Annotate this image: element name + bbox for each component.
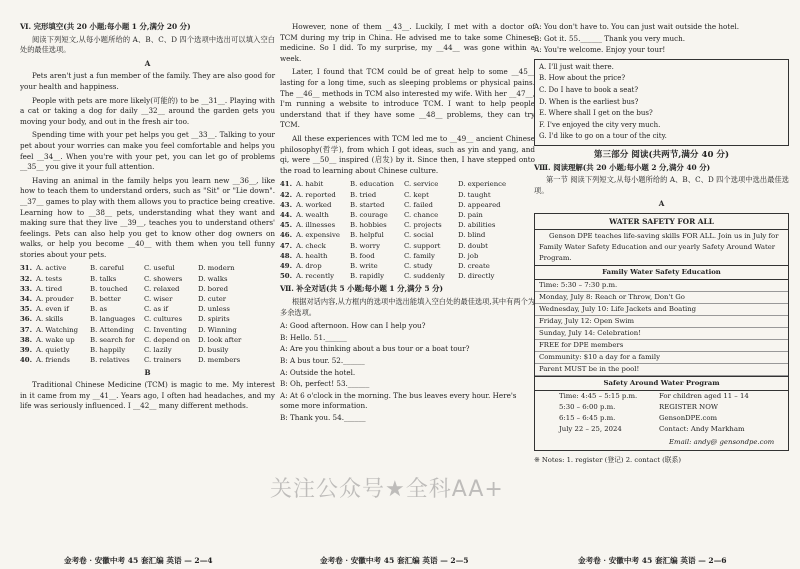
schedule-time: 6:15 – 6:45 p.m. [559, 413, 616, 422]
poster-row: Time: 5:30 – 7:30 p.m. [535, 280, 788, 292]
option: A. friends [36, 356, 70, 365]
poster [534, 213, 789, 451]
question-number: 39. [20, 346, 32, 355]
paragraph: Having an animal in the family helps you learn new __36__, like how to teach them to understand orders, such as "Sit" or "Lie down". __37__ games to play with them allows you to practice being creative. Learning how to __38__ pets, understanding what they want and making sure that they live __39__, teaches you to understand others' feelings. Pets can also help you get to know other dog owners on walks, or help you become __40__ with them when you tell funny stories about your pets. [20, 175, 275, 259]
option: B. rapidly [350, 272, 384, 281]
option: C. chance [404, 210, 439, 219]
option: C. lazily [144, 346, 172, 355]
option: C. wiser [144, 295, 173, 304]
option: B. worry [350, 241, 380, 250]
option: D. taught [458, 190, 491, 199]
question-number: 43. [280, 200, 292, 209]
paragraph: Later, I found that TCM could be of great help to some __45__ lasting for a long time, such as sleeping problems or physical pains. The __46__ methods in TCM also interested my wife. With her __47__, I'm running a website to introduce TCM. I want to help people understand that if they have some __48__ problems, they can try TCM. [280, 67, 535, 130]
line: A: You don't have to. You can just wait outside the hotel. [534, 22, 740, 31]
option: C. failed [404, 200, 433, 209]
option-row [280, 179, 535, 189]
option: A. Watching [36, 325, 79, 334]
question-number: 31. [20, 264, 32, 273]
option: B. food [350, 251, 375, 260]
poster-title: WATER SAFETY FOR ALL [535, 214, 788, 230]
option: C. kept [404, 190, 429, 199]
instruction: 第一节 阅读下列短文,从每小题所给的 A、B、C、D 四个选项中选出最佳选项。 [534, 175, 789, 195]
option: A. tired [36, 284, 63, 293]
line: B: Hello. 51.______ [280, 332, 347, 342]
option-row [20, 263, 275, 273]
option: D. walks [198, 274, 228, 283]
line: B: Oh, perfect! 53.______ [280, 379, 370, 389]
question-number: 35. [20, 305, 32, 314]
option: C. family [404, 251, 435, 260]
passage-label: B [144, 367, 151, 377]
option-row [20, 325, 275, 335]
paragraph: Traditional Chinese Medicine (TCM) is magic to me. My interest in it came from my __41__. Years ago, I often had headaches, and my life was seriously influenced. I __42__ many different methods. [20, 380, 275, 411]
line: A: Are you thinking about a bus tour or a boat tour? [280, 344, 470, 354]
line: F. I've enjoyed the city very much. [539, 120, 661, 129]
option: D. experience [458, 180, 507, 189]
option: A. drop [296, 261, 322, 270]
question-number: 42. [280, 190, 292, 199]
option: B. helpful [350, 231, 384, 240]
option: D. look after [198, 335, 242, 344]
option: B. languages [90, 315, 136, 324]
option: B. Attending [90, 325, 134, 334]
option: B. careful [90, 264, 124, 273]
dialog [534, 22, 789, 56]
option: C. social [404, 231, 434, 240]
option: B. better [90, 295, 121, 304]
option: A. active [36, 264, 67, 273]
option-row [20, 335, 275, 345]
line: B. How about the price? [539, 74, 626, 83]
option: A. recently [296, 272, 334, 281]
question-number: 38. [20, 335, 32, 344]
option-row [20, 294, 275, 304]
paragraph: All these experiences with TCM led me to __49__ ancient Chinese philosophy(哲学), from which I got ideas, such as yin and yang, and qi, were __50__ inspired (启发) by it. Since then, I have stepped onto the road to learning about Chinese culture. [280, 133, 535, 175]
option-row [20, 284, 275, 294]
watermark: 关注公众号★全科AA+ [270, 477, 504, 502]
option: C. Inventing [144, 325, 187, 334]
option: D. bored [198, 284, 229, 293]
option: C. support [404, 241, 441, 250]
question-number: 34. [20, 295, 32, 304]
paragraph: People with pets are more likely(可能的) to be __31__. Playing with a cat or taking a dog for daily __32__ around the garden gets you moving your body, and out in the fresh air too. [20, 95, 275, 126]
schedule-info: GensonDPE.com [659, 413, 718, 422]
option: D. blind [458, 231, 486, 240]
option-row [280, 220, 535, 230]
schedule-time: 5:30 – 6:00 p.m. [559, 402, 616, 411]
option: A. worked [296, 200, 332, 209]
poster-intro: Genson DPE teaches life-saving skills FOR ALL. Join us in July for Family Water Safety Education and our yearly Safety Around Water Program. [539, 231, 779, 262]
schedule-info: REGISTER NOW [659, 402, 718, 411]
poster-row: Friday, July 12: Open Swim [535, 316, 788, 328]
poster-rows [535, 280, 788, 376]
poster-row: Community: $10 a day for a family [535, 352, 788, 364]
column-left [20, 22, 275, 415]
option: D. directly [458, 272, 495, 281]
option-row [280, 200, 535, 210]
option-row [20, 314, 275, 324]
option: D. members [198, 356, 241, 365]
choice-box [534, 59, 789, 146]
option: C. depend on [144, 335, 191, 344]
option: A. tests [36, 274, 63, 283]
poster-row: Parent MUST be in the pool! [535, 364, 788, 376]
option: C. trainers [144, 356, 182, 365]
page-footer: 金考卷 · 安徽中考 45 套汇编 英语 — 2—5 [320, 556, 469, 565]
question-number: 33. [20, 284, 32, 293]
passage-label: A [144, 58, 151, 68]
option-row [280, 241, 535, 251]
column-middle [280, 22, 535, 424]
option-row [280, 210, 535, 220]
schedule-info: Contact: Andy Markham [659, 424, 745, 433]
option: D. spirits [198, 315, 230, 324]
schedule-info: For children aged 11 – 14 [659, 391, 749, 400]
poster-email: Email: andy@ gensondpe.com [669, 437, 775, 446]
option: D. doubt [458, 241, 488, 250]
option: B. talks [90, 274, 117, 283]
option: A. wake up [36, 335, 75, 344]
option: B. touched [90, 284, 128, 293]
part-title: 第三部分 阅读(共两节,满分 40 分) [593, 149, 730, 160]
option: B. as [90, 305, 108, 314]
option-row [20, 355, 275, 365]
question-number: 46. [280, 231, 292, 240]
option: B. courage [350, 210, 388, 219]
option: C. suddenly [404, 272, 445, 281]
question-number: 50. [280, 272, 292, 281]
paragraph: However, none of them __43__. Luckily, I met with a doctor of TCM during my trip in China. He advised me to take some Chinese medicine. So I did. To my surprise, my __44__ was gone within a week. [280, 22, 535, 63]
option: D. unless [198, 305, 230, 314]
option: C. study [404, 261, 433, 270]
poster-subtitle: Safety Around Water Program [535, 376, 788, 391]
line: G. I'd like to go on a tour of the city. [539, 132, 667, 141]
line: B: Thank you. 54.______ [280, 412, 366, 422]
option: B. happily [90, 346, 126, 355]
paragraph: Spending time with your pet helps you get __33__. Talking to your pet about your worries can make you feel comfortable and helps you feel __34__. When you're with your pet, you can let go of problems __35__ you give it your full attention. [20, 130, 275, 172]
option: C. service [404, 180, 439, 189]
paragraph: Pets aren't just a fun member of the family. They are also good for your health and happiness. [20, 71, 275, 91]
poster-row: Monday, July 8: Reach or Throw, Don't Go [535, 292, 788, 304]
option: A. prouder [36, 295, 74, 304]
line: A: At 6 o'clock in the morning. The bus leaves every hour. Here's some more information. [280, 390, 517, 411]
instruction: 阅读下列短文,从每小题所给的 A、B、C、D 四个选项中选出可以填入空白处的最佳选项。 [20, 34, 275, 55]
poster-subtitle: Family Water Safety Education [535, 265, 788, 280]
option: A. habit [296, 180, 324, 189]
notes: ※ Notes: 1. register (登记) 2. contact (联系) [534, 455, 682, 464]
poster-row: Sunday, July 14: Celebration! [535, 328, 788, 340]
option: A. skills [36, 315, 64, 324]
option: A. expensive [296, 231, 340, 240]
question-number: 40. [20, 356, 32, 365]
line: C. Do I have to book a seat? [539, 85, 639, 94]
option: D. Winning [198, 325, 237, 334]
option: D. cuter [198, 295, 227, 304]
option: C. showers [144, 274, 183, 283]
option-row [280, 271, 535, 281]
option-row [20, 304, 275, 314]
option: A. health [296, 251, 328, 260]
instruction: 根据对话内容,从方框内的选项中选出能填入空白处的最佳选项,其中有两个为多余选项。 [280, 296, 535, 317]
option: D. job [458, 251, 479, 260]
line: A: Outside the hotel. [280, 367, 356, 377]
passage-label: A [658, 199, 665, 209]
option: B. started [350, 200, 385, 209]
line: B: Got it. 55.______ Thank you very much. [534, 33, 686, 43]
section-title: Ⅷ. 阅读理解(共 20 小题;每小题 2 分,满分 40 分) [534, 162, 711, 172]
option: C. relaxed [144, 284, 180, 293]
line: B: A bus tour. 52.______ [280, 355, 365, 365]
option: B. write [350, 261, 378, 270]
option: A. reported [296, 190, 336, 199]
option: C. useful [144, 264, 175, 273]
option: D. pain [458, 210, 483, 219]
option: D. abilities [458, 221, 496, 230]
option: A. quietly [36, 346, 70, 355]
option: C. cultures [144, 315, 183, 324]
option: B. education [350, 180, 394, 189]
option: B. search for [90, 335, 135, 344]
line: A: You're welcome. Enjoy your tour! [534, 45, 666, 55]
option: A. illnesses [296, 221, 336, 230]
option: C. as if [144, 305, 168, 314]
option: B. relatives [90, 356, 130, 365]
option-row [280, 251, 535, 261]
line: D. When is the earliest bus? [539, 97, 639, 106]
question-number: 37. [20, 325, 32, 334]
poster-schedule [535, 391, 788, 437]
options-list [20, 263, 275, 365]
poster-row: FREE for DPE members [535, 340, 788, 352]
page-footer: 金考卷 · 安徽中考 45 套汇编 英语 — 2—6 [578, 556, 727, 565]
option: D. create [458, 261, 490, 270]
question-number: 41. [280, 180, 292, 189]
option: B. hobbies [350, 221, 387, 230]
question-number: 49. [280, 261, 292, 270]
dialog [280, 321, 535, 423]
schedule-time: July 22 – 25, 2024 [559, 424, 622, 433]
option-row [20, 274, 275, 284]
option: D. modern [198, 264, 235, 273]
option-row [280, 261, 535, 271]
option: D. appeared [458, 200, 501, 209]
section-title: Ⅶ. 补全对话(共 5 小题;每小题 1 分,满分 5 分) [280, 284, 444, 294]
question-number: 45. [280, 221, 292, 230]
option-row [280, 230, 535, 240]
page-footer: 金考卷 · 安徽中考 45 套汇编 英语 — 2—4 [64, 556, 213, 565]
question-number: 32. [20, 274, 32, 283]
column-right [534, 22, 789, 466]
line: E. Where shall I get on the bus? [539, 109, 653, 118]
question-number: 48. [280, 251, 292, 260]
line: A: Good afternoon. How can I help you? [280, 321, 426, 331]
option: B. tried [350, 190, 377, 199]
option: A. wealth [296, 210, 329, 219]
question-number: 47. [280, 241, 292, 250]
option-row [280, 190, 535, 200]
section-title: Ⅵ. 完形填空(共 20 小题;每小题 1 分,满分 20 分) [20, 22, 191, 31]
options-list [280, 179, 535, 281]
option: A. check [296, 241, 326, 250]
schedule-time: Time: 4:45 – 5:15 p.m. [559, 391, 638, 400]
question-number: 44. [280, 210, 292, 219]
option: D. busily [198, 346, 229, 355]
option: C. projects [404, 221, 442, 230]
question-number: 36. [20, 315, 32, 324]
option: A. even if [36, 305, 69, 314]
poster-row: Wednesday, July 10: Life Jackets and Boating [535, 304, 788, 316]
line: A. I'll just wait there. [539, 62, 614, 71]
option-row [20, 345, 275, 355]
